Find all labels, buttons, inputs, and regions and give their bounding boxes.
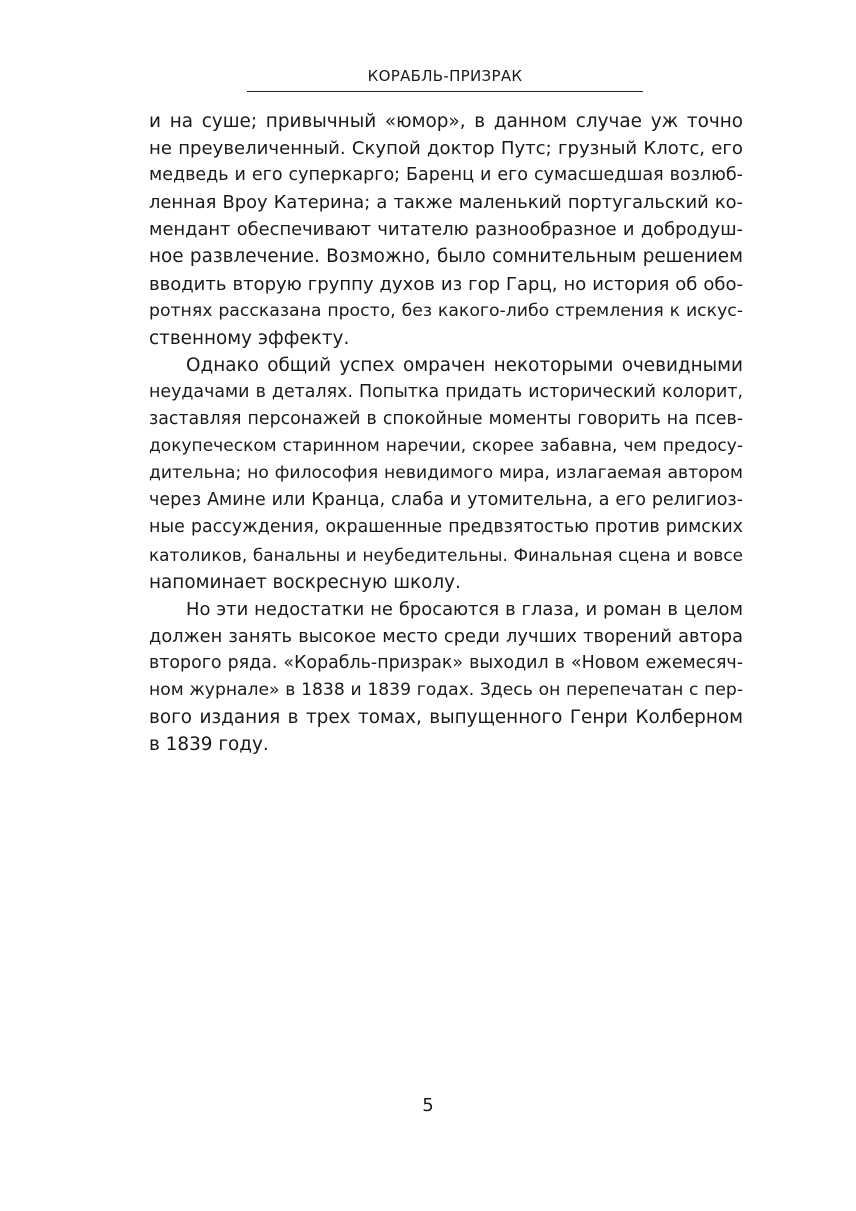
- body-text: [149, 108, 743, 758]
- text-line: ные рассуждения, окрашенные предвзятостью против римских: [149, 517, 743, 538]
- text-line: вводить вторую группу духов из гор Гарц, но история об обо-: [149, 273, 743, 295]
- text-line: докупеческом старинном наречии, скорее забавна, чем предосу-: [149, 436, 743, 457]
- text-line: не преувеличенный. Скупой доктор Путс; грузный Клотс, его: [149, 138, 743, 160]
- text-line: католиков, банальны и неубедительны. Финальная сцена и вовсе: [149, 544, 743, 565]
- header-rule: [247, 91, 643, 92]
- text-line: Однако общий успех омрачен некоторыми очевидными: [186, 354, 743, 376]
- text-line: должен занять высокое место среди лучших творений автора: [149, 625, 743, 647]
- text-line: медведь и его суперкарго; Баренц и его сумасшедшая возлюб-: [149, 165, 743, 186]
- text-line: через Амине или Кранца, слаба и утомительна, а его религиоз-: [149, 490, 743, 511]
- text-line: ном журнале» в 1838 и 1839 годах. Здесь он перепечатан с пер-: [149, 679, 743, 700]
- text-line: неудачами в деталях. Попытка придать исторический колорит,: [149, 381, 743, 402]
- running-title: КОРАБЛЬ-ПРИЗРАК: [367, 67, 523, 85]
- paragraph-2: [149, 352, 743, 596]
- text-line: ственному эффекту.: [149, 327, 350, 349]
- text-line: второго ряда. «Корабль-призрак» выходил в «Новом ежемесяч-: [149, 652, 743, 673]
- text-line: в 1839 году.: [149, 734, 269, 756]
- text-line: дительна; но философия невидимого мира, излагаемая автором: [149, 463, 743, 484]
- text-line: вого издания в трех томах, выпущенного Генри Колберном: [149, 707, 743, 729]
- text-line: Но эти недостатки не бросаются в глаза, и роман в целом: [186, 598, 743, 620]
- paragraph-3: [149, 596, 743, 759]
- text-line: мендант обеспечивают читателю разнообразное и добродуш-: [149, 219, 743, 241]
- text-line: ротнях рассказана просто, без какого-либо стремления к искус-: [149, 300, 743, 321]
- text-line: и на суше; привычный «юмор», в данном случае уж точно: [149, 111, 743, 132]
- text-line: ленная Вроу Катерина; а также маленький португальский ко-: [149, 192, 743, 214]
- text-line: заставляя персонажей в спокойные моменты говорить на псев-: [149, 409, 743, 430]
- page-number: 5: [422, 1095, 434, 1116]
- text-line: ное развлечение. Возможно, было сомнительным решением: [149, 246, 743, 268]
- paragraph-1: [149, 108, 743, 352]
- text-line: напоминает воскресную школу.: [149, 571, 461, 593]
